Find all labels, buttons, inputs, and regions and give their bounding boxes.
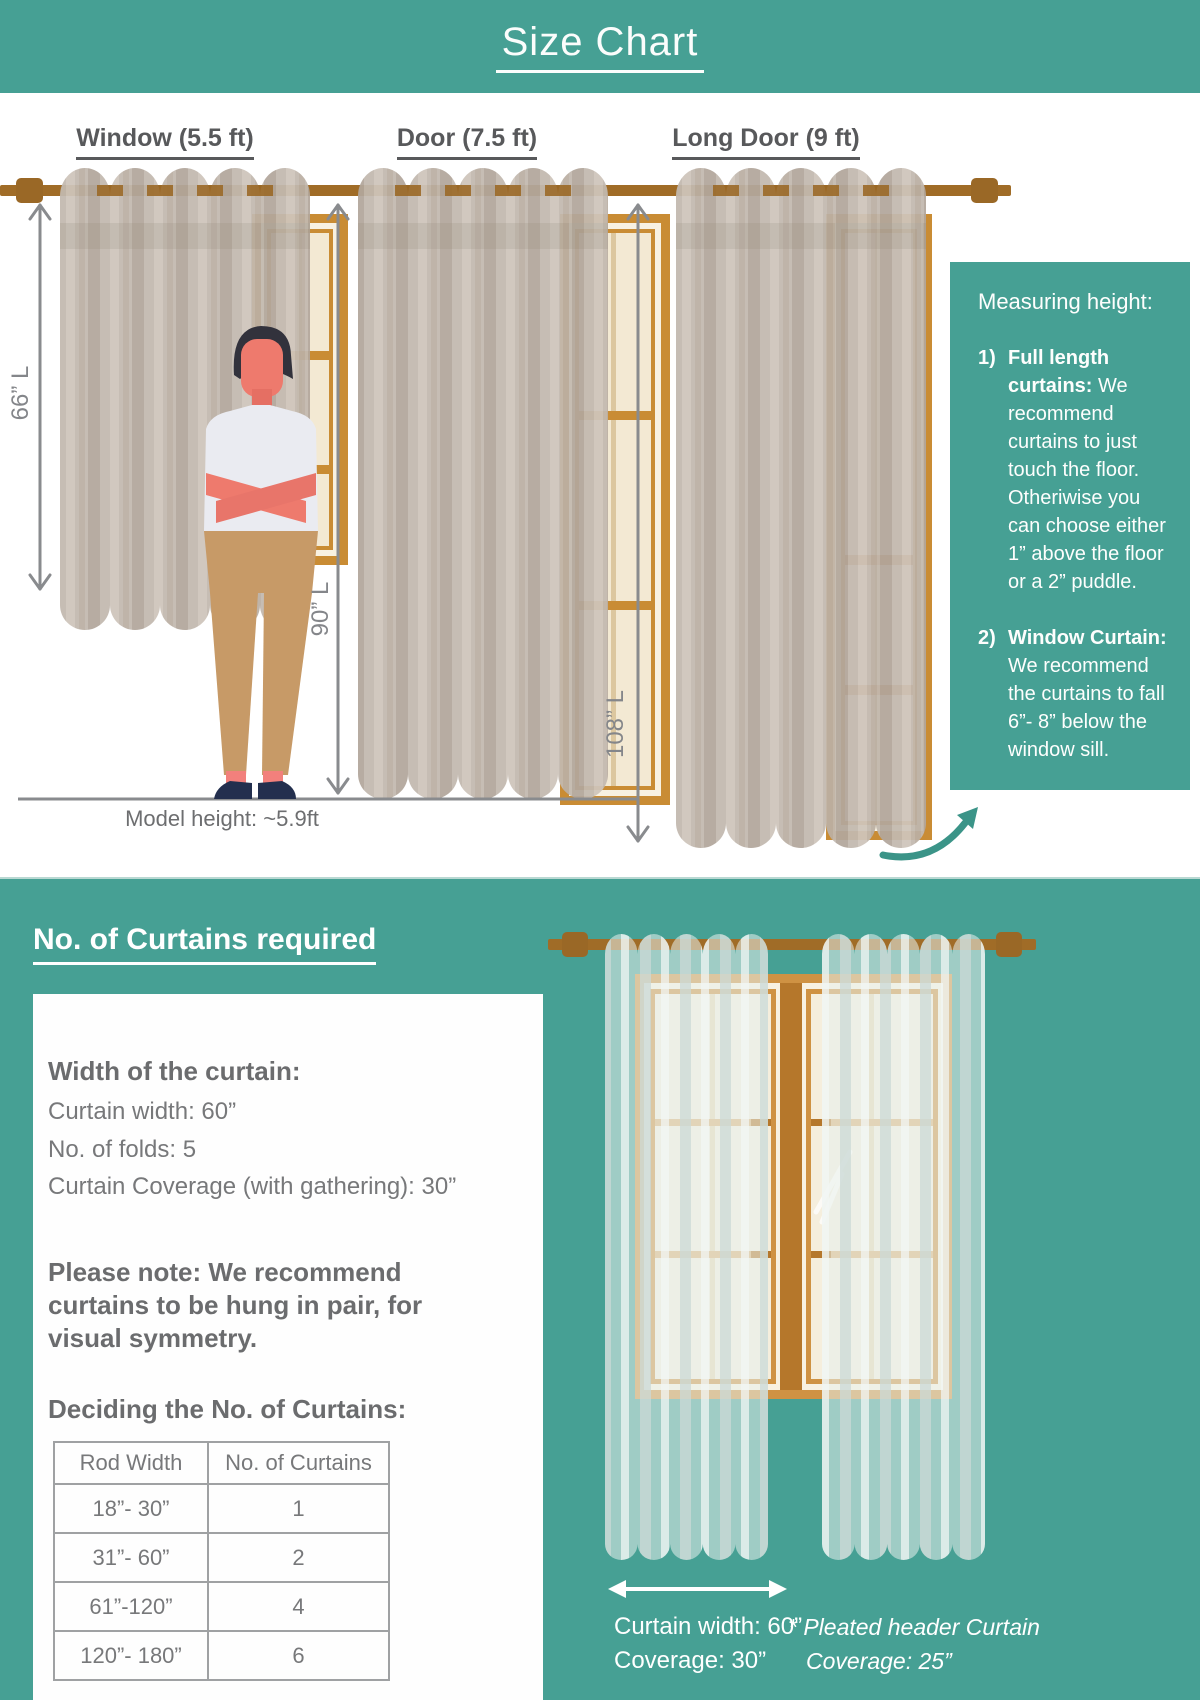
sheer-curtain-right xyxy=(822,934,985,1560)
label-door: Door (7.5 ft) xyxy=(357,124,577,160)
label-long-door: Long Door (9 ft) xyxy=(656,124,876,160)
width-arrow xyxy=(608,1580,787,1598)
section-heading: No. of Curtains required xyxy=(33,923,376,965)
table-heading: Deciding the No. of Curtains: xyxy=(48,1394,407,1424)
table-row: 31”- 60” 2 xyxy=(54,1533,389,1582)
table-header-row xyxy=(54,1442,389,1484)
curtain-width-annotation: Curtain width: 60” Coverage: 30” xyxy=(614,1613,803,1674)
curtains-table xyxy=(53,1441,390,1681)
width-line-1: Curtain width: 60” xyxy=(48,1098,237,1125)
door-curtain-90 xyxy=(358,168,608,799)
sheer-curtain-left xyxy=(605,934,768,1560)
page-title: Size Chart xyxy=(496,20,705,73)
model-height-caption: Model height: ~5.9ft xyxy=(125,806,319,831)
length-label-90: 90” L xyxy=(307,581,334,637)
length-label-66: 66” L xyxy=(7,365,34,421)
curtains-required-section xyxy=(0,877,1200,1700)
long-door-curtain-108 xyxy=(676,168,926,848)
pleated-header-annotation: * Pleated header Curtain Coverage: 25” xyxy=(788,1614,1040,1674)
length-label-108: 108” L xyxy=(602,689,629,759)
table-row: 18”- 30” 1 xyxy=(54,1484,389,1533)
info-card xyxy=(33,994,543,1700)
table-row: 120”- 180” 6 xyxy=(54,1631,389,1680)
title-bar xyxy=(0,0,1200,93)
measuring-box-item-2: 2) Window Curtain: We recommend the curtains to fall 6”- 8” below the window sill. xyxy=(978,627,1167,761)
width-line-2: No. of folds: 5 xyxy=(48,1136,197,1163)
pair-note: Please note: We recommend curtains to be hung in pair, for visual symmetry. xyxy=(48,1257,423,1353)
width-line-3: Curtain Coverage (with gathering): 30” xyxy=(48,1173,457,1200)
width-heading: Width of the curtain: xyxy=(48,1056,301,1086)
measuring-height-section xyxy=(0,93,1200,877)
table-row: 61”-120” 4 xyxy=(54,1582,389,1631)
measuring-height-box xyxy=(950,262,1190,790)
col-header-no-curtains: No. of Curtains xyxy=(208,1442,389,1484)
label-window: Window (5.5 ft) xyxy=(55,124,275,160)
measuring-box-title: Measuring height: xyxy=(978,289,1153,314)
measuring-box-item-1: 1) Full length curtains: We recommend curtains to just touch the floor. Otheriwise you can choose either 1” above the floor or a 2” puddle. xyxy=(978,347,1166,593)
col-header-rod-width: Rod Width xyxy=(54,1442,208,1484)
